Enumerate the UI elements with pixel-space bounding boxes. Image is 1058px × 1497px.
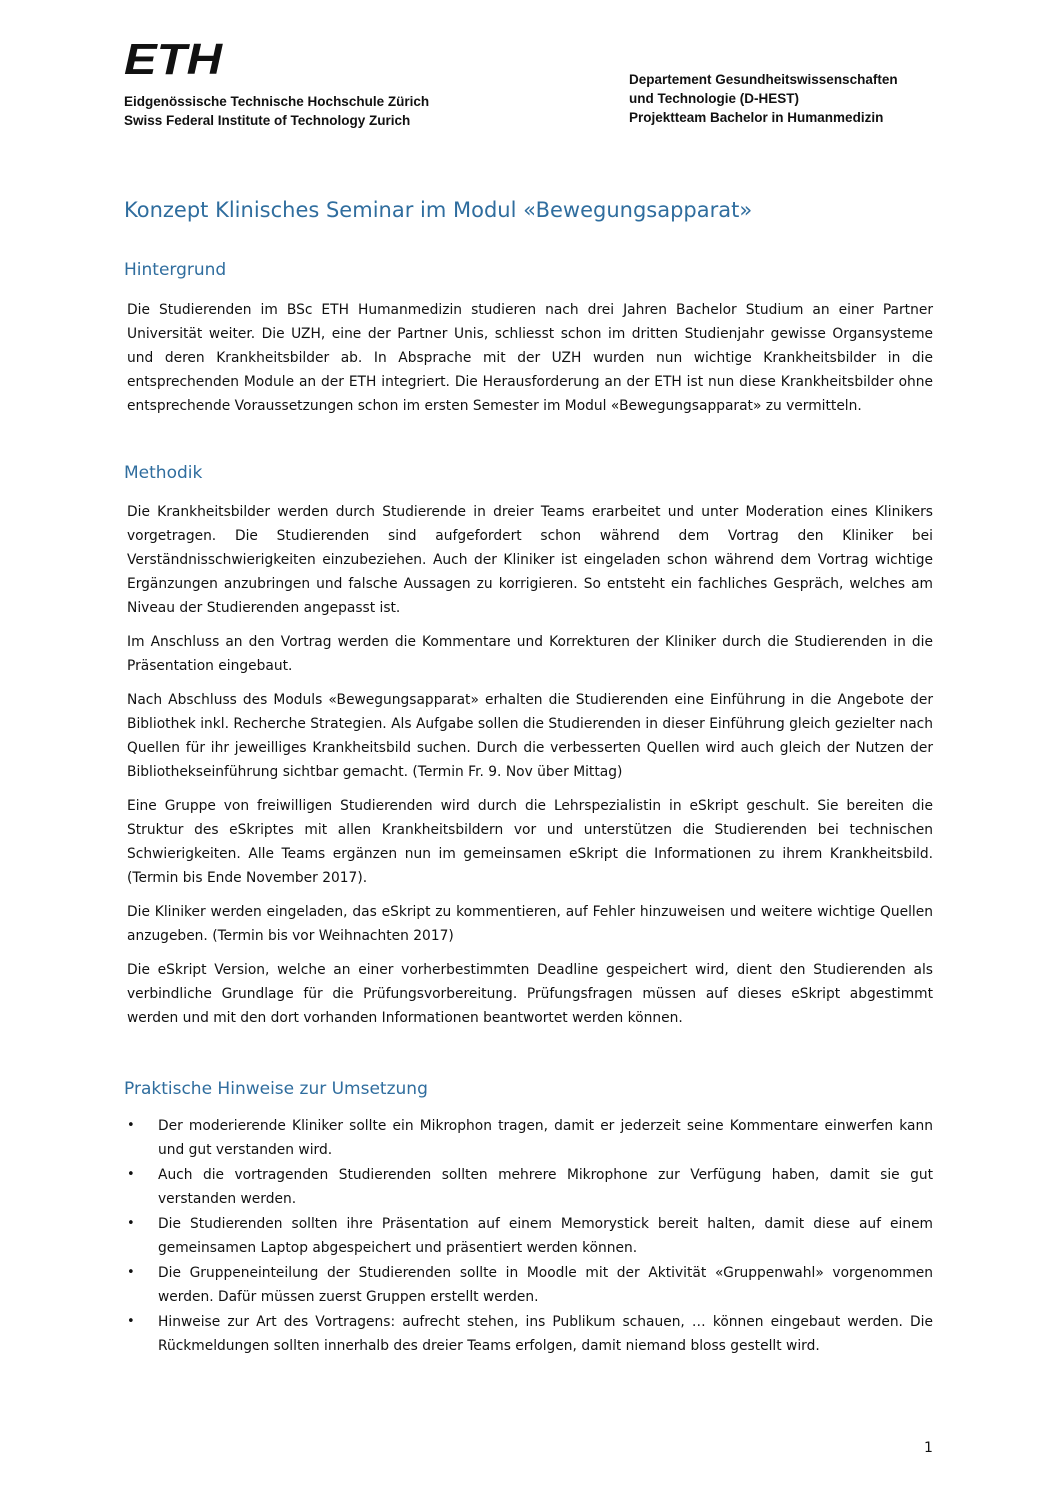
paragraph-methodik-5: Die Kliniker werden eingeladen, das eSkript zu kommentieren, auf Fehler hinzuweisen und weitere wichtige Quellen anzugeben. (Termin bis vor Weihnachten 2017): [127, 904, 933, 944]
department-block: [629, 70, 898, 127]
paragraph-methodik-6: Die eSkript Version, welche an einer vorherbestimmten Deadline gespeichert wird, dient den Studierenden als verbindliche Grundlage für die Prüfungsvorbereitung. Prüfungsfragen müssen auf dieses eSkript abgestimmt werden und mit den dort vorhanden Informationen beantwortet werden können.: [127, 962, 933, 1026]
list-item-text: Der moderierende Kliniker sollte ein Mikrophon tragen, damit er jederzeit seine Kommentare einwerfen kann und gut verstanden wird.: [158, 1118, 933, 1158]
bullet-icon: •: [127, 1314, 135, 1329]
bullet-icon: •: [127, 1216, 135, 1231]
eth-logo: [124, 40, 224, 80]
paragraph-methodik-2: Im Anschluss an den Vortrag werden die Kommentare und Korrekturen der Kliniker durch die Studierenden in die Präsentation eingebaut.: [127, 634, 933, 674]
bullet-icon: •: [127, 1167, 135, 1182]
svg-text:ETH: ETH: [124, 40, 224, 80]
institution-line-de: Eidgenössische Technische Hochschule Zürich: [124, 94, 430, 109]
institution-name: [124, 92, 429, 130]
page-number: 1: [924, 1440, 933, 1456]
list-item: [127, 1310, 933, 1358]
paragraph-methodik-4: Eine Gruppe von freiwilligen Studierenden wird durch die Lehrspezialistin in eSkript geschult. Sie bereiten die Struktur des eSkriptes mit allen Krankheitsbildern vor und unterstützen die Studierenden bei technischen Schwierigkeiten. Alle Teams ergänzen nun im gemeinsamen eSkript die Informationen zu ihrem Krankheitsbild. (Termin bis Ende November 2017).: [127, 798, 933, 886]
list-item-text: Die Studierenden sollten ihre Präsentation auf einem Memorystick bereit halten, damit diese auf einem gemeinsamen Laptop abgespeichert und präsentiert werden können.: [158, 1216, 933, 1256]
document-title: Konzept Klinisches Seminar im Modul «Bewegungsapparat»: [124, 198, 753, 222]
list-item: [127, 1261, 933, 1309]
department-line-3: Projektteam Bachelor in Humanmedizin: [629, 110, 884, 125]
paragraph-hintergrund: Die Studierenden im BSc ETH Humanmedizin studieren nach drei Jahren Bachelor Studium an einer Partner Universität weiter. Die UZH, eine der Partner Unis, schliesst schon im dritten Studienjahr gewisse Organsysteme und deren Krankheitsbilder ab. In Absprache mit der UZH wurden nun wichtige Krankheitsbilder in die entsprechenden Module an der ETH integriert. Die Herausforderung an der ETH ist nun diese Krankheitsbilder ohne entsprechende Voraussetzungen schon im ersten Semester im Modul «Bewegungsapparat» zu vermitteln.: [127, 302, 933, 414]
paragraph-methodik-1: Die Krankheitsbilder werden durch Studierende in dreier Teams erarbeitet und unter Moderation eines Klinikers vorgetragen. Die Studierenden sind aufgefordert schon während dem Vortrag den Kliniker bei Verständnisschwierigkeiten einzubeziehen. Auch der Kliniker ist eingeladen schon während dem Vortrag wichtige Ergänzungen anzubringen und falsche Aussagen zu korrigieren. So entsteht ein fachliches Gespräch, welches am Niveau der Studierenden angepasst ist.: [127, 504, 933, 616]
list-item-text: Hinweise zur Art des Vortragens: aufrecht stehen, ins Publikum schauen, … können eingebaut werden. Die Rückmeldungen sollten innerhalb des dreier Teams erfolgen, damit niemand bloss gestellt wird.: [158, 1314, 933, 1354]
list-item: [127, 1114, 933, 1162]
list-item: [127, 1163, 933, 1211]
eth-logo-mark: [124, 40, 224, 80]
list-item-text: Die Gruppeneinteilung der Studierenden sollte in Moodle mit der Aktivität «Gruppenwahl» vorgenommen werden. Dafür müssen zuerst Gruppen erstellt werden.: [158, 1265, 933, 1305]
list-item: [127, 1212, 933, 1260]
department-line-2: und Technologie (D-HEST): [629, 91, 799, 106]
section-heading-methodik: Methodik: [124, 463, 203, 483]
list-item-text: Auch die vortragenden Studierenden sollten mehrere Mikrophone zur Verfügung haben, damit sie gut verstanden werden.: [158, 1167, 933, 1207]
institution-line-en: Swiss Federal Institute of Technology Zurich: [124, 113, 411, 128]
department-line-1: Departement Gesundheitswissenschaften: [629, 72, 898, 87]
section-heading-praktische-hinweise: Praktische Hinweise zur Umsetzung: [124, 1079, 428, 1099]
bullet-icon: •: [127, 1265, 135, 1280]
section-heading-hintergrund: Hintergrund: [124, 260, 227, 280]
bullet-icon: •: [127, 1118, 135, 1133]
hints-list: [127, 1114, 933, 1359]
paragraph-methodik-3: Nach Abschluss des Moduls «Bewegungsapparat» erhalten die Studierenden eine Einführung in die Angebote der Bibliothek inkl. Recherche Strategien. Als Aufgabe sollen die Studierenden in dieser Einführung gleich gezielter nach Quellen für ihr jeweilliges Krankheitsbild suchen. Durch die verbesserten Quellen wird auch gleich der Nutzen der Bibliothekseinführung sichtbar gemacht. (Termin Fr. 9. Nov über Mittag): [127, 692, 933, 780]
